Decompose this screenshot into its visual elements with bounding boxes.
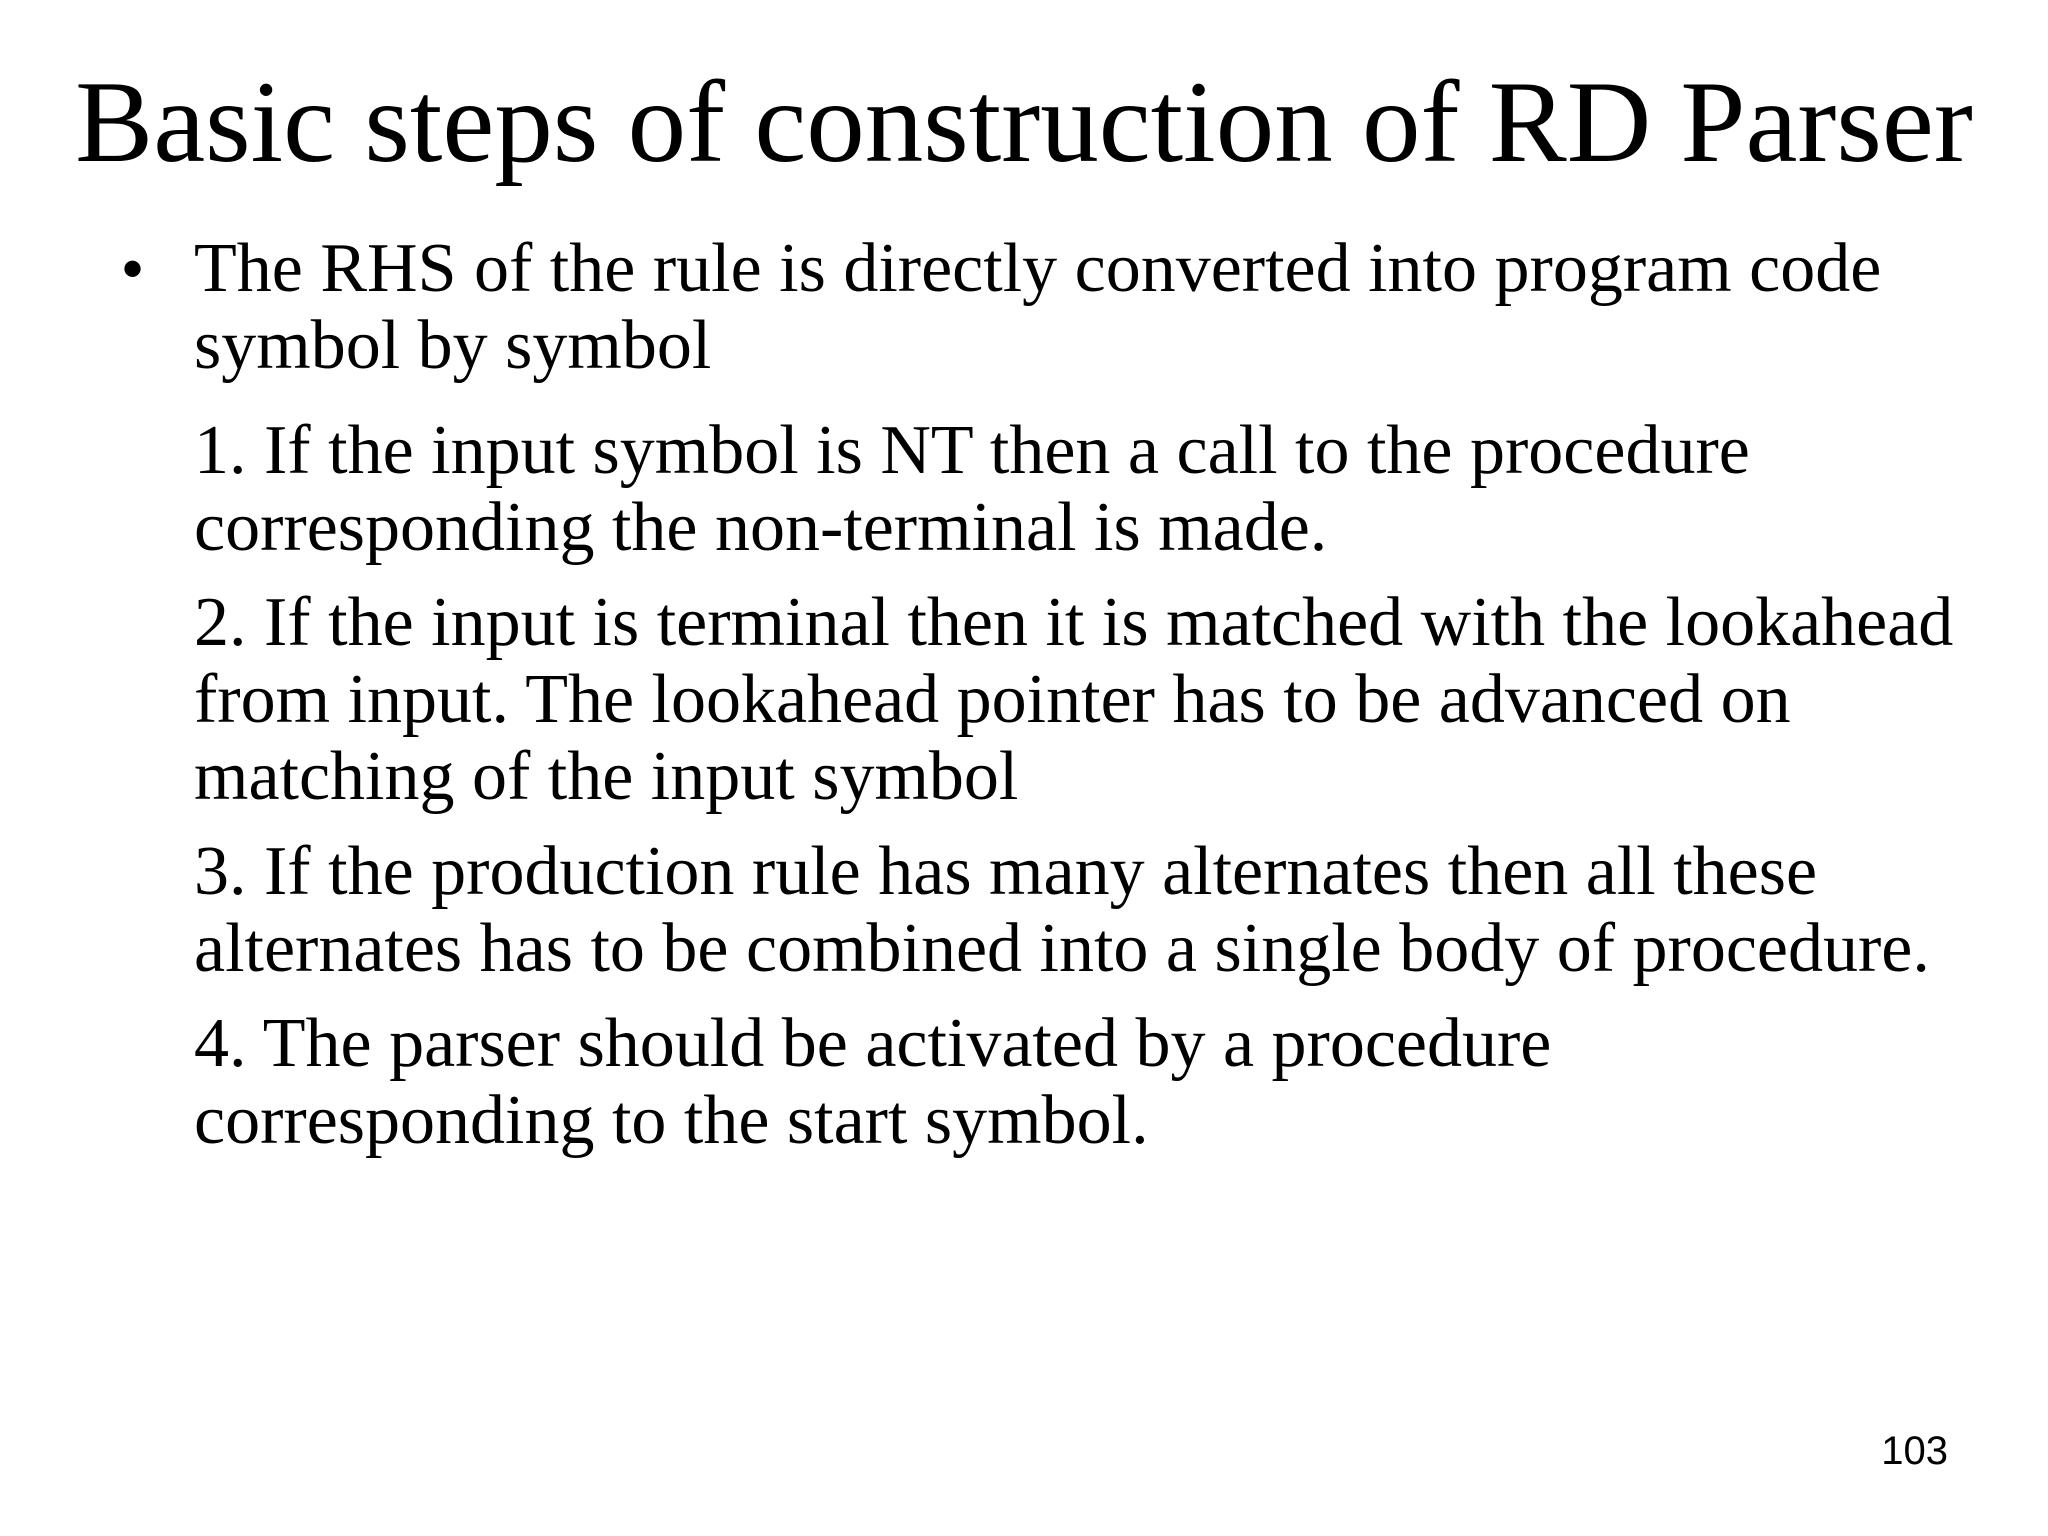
bullet-text: The RHS of the rule is directly converted into program code symbol by symbol	[194, 230, 1882, 384]
steps-list	[194, 412, 1994, 1177]
step-3: 3. If the production rule has many alternates then all these alternates has to be combined into a single body of procedure.	[194, 833, 1930, 987]
page-number: 103	[1881, 1429, 1948, 1473]
bullet-item	[122, 230, 1962, 384]
step-2: 2. If the input is terminal then it is matched with the lookahead from input. The lookahead pointer has to be advanced on matching of the input symbol	[194, 584, 1954, 815]
step-4: 4. The parser should be activated by a procedure corresponding to the start symbol.	[194, 1005, 1552, 1159]
slide-title: Basic steps of construction of RD Parser	[75, 58, 1973, 187]
step-1: 1. If the input symbol is NT then a call to the procedure corresponding the non-terminal is made.	[194, 412, 1750, 566]
bullet-marker: •	[122, 235, 144, 302]
